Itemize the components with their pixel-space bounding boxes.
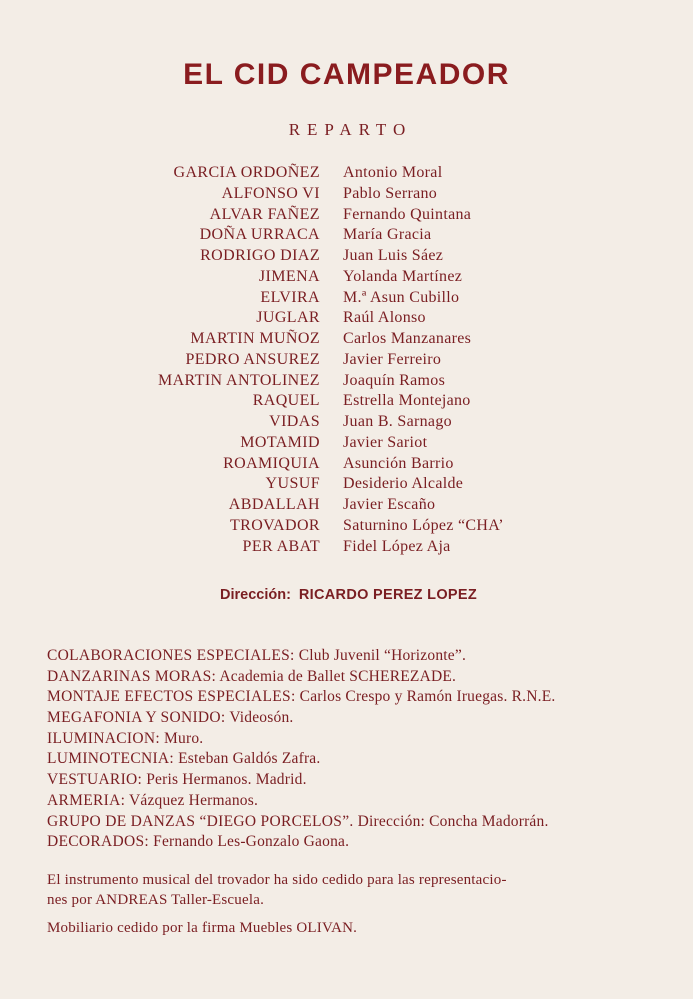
cast-role: ELVIRA <box>260 288 320 306</box>
cast-row <box>0 184 693 205</box>
credit-label: ARMERIA: <box>47 791 126 809</box>
cast-role: ABDALLAH <box>228 496 320 513</box>
cast-actor: M.ª Asun Cubillo <box>343 288 460 306</box>
cast-actor: Javier Ferreiro <box>343 350 442 368</box>
credit-label: DANZARINAS MORAS: <box>47 667 217 685</box>
cast-actor: Javier Escaño <box>343 496 436 513</box>
credit-label: MONTAJE EFECTOS ESPECIALES: <box>47 688 296 706</box>
cast-row <box>0 537 693 558</box>
credit-row <box>47 646 667 667</box>
cast-actor: Javier Sariot <box>343 433 428 451</box>
cast-actor: Fernando Quintana <box>343 205 472 223</box>
cast-row <box>0 474 693 495</box>
credits-list <box>47 646 667 853</box>
cast-actor: Fidel López Aja <box>343 537 451 555</box>
credit-row <box>47 687 667 708</box>
cast-role: PER ABAT <box>242 537 320 555</box>
notes-section <box>47 870 647 938</box>
cast-role: RODRIGO DIAZ <box>200 247 320 264</box>
direccion-line <box>0 587 693 603</box>
cast-role: YUSUF <box>265 475 320 493</box>
page-title: EL CID CAMPEADOR <box>183 58 510 91</box>
cast-actor: Raúl Alonso <box>343 309 426 327</box>
cast-role: JIMENA <box>258 267 320 285</box>
cast-row <box>0 412 693 433</box>
cast-row <box>0 371 693 392</box>
cast-role: JUGLAR <box>256 309 320 327</box>
cast-actor: Saturnino López “CHA’ <box>343 516 504 534</box>
cast-role: MOTAMID <box>240 433 320 451</box>
credit-row <box>47 812 667 833</box>
cast-list <box>0 163 693 557</box>
credit-row <box>47 708 667 729</box>
cast-actor: Yolanda Martínez <box>343 267 463 285</box>
cast-row <box>0 391 693 412</box>
cast-row <box>0 454 693 475</box>
cast-row <box>0 246 693 267</box>
credit-label: DECORADOS: <box>47 833 150 851</box>
cast-row <box>0 495 693 516</box>
cast-actor: Pablo Serrano <box>343 184 438 202</box>
instrument-note-line2: nes por ANDREAS Taller-Escuela. <box>47 892 265 908</box>
director-name: RICARDO PEREZ LOPEZ <box>298 587 478 603</box>
credit-label: ILUMINACION: <box>47 729 160 747</box>
credit-value: Esteban Galdós Zafra. <box>178 750 321 768</box>
credit-label: MEGAFONIA Y SONIDO: <box>47 709 226 727</box>
credit-value: Vázquez Hermanos. <box>128 791 259 809</box>
cast-actor: Joaquín Ramos <box>343 371 446 389</box>
credit-row <box>47 749 667 770</box>
credit-row <box>47 667 667 688</box>
cast-row <box>0 433 693 454</box>
cast-role: ROAMIQUIA <box>223 454 320 472</box>
direccion-label: Dirección: <box>219 587 291 603</box>
cast-actor: Juan Luis Sáez <box>343 247 444 264</box>
cast-actor: Juan B. Sarnago <box>343 413 452 430</box>
cast-role: MARTIN MUÑOZ <box>190 330 320 347</box>
credit-row <box>47 729 667 750</box>
cast-row <box>0 205 693 226</box>
cast-role: PEDRO ANSUREZ <box>185 350 320 368</box>
credit-value: Peris Hermanos. Madrid. <box>146 771 307 789</box>
credit-value: Videosón. <box>229 709 294 727</box>
credit-value: Muro. <box>164 729 204 747</box>
cast-row <box>0 516 693 537</box>
reparto-heading: REPARTO <box>288 120 413 139</box>
cast-actor: Asunción Barrio <box>343 454 454 472</box>
cast-row <box>0 288 693 309</box>
credit-value: Club Juvenil “Horizonte”. <box>298 647 467 664</box>
credit-value: Academia de Ballet SCHEREZADE. <box>219 667 457 685</box>
cast-role: RAQUEL <box>252 392 320 410</box>
cast-role: ALVAR FAÑEZ <box>209 205 320 223</box>
cast-actor: María Gracia <box>343 226 432 244</box>
credit-value: Dirección: Concha Madorrán. <box>357 812 549 830</box>
cast-row <box>0 329 693 350</box>
instrument-note-line1: El instrumento musical del trovador ha sido cedido para las representacio- <box>47 872 507 888</box>
cast-row <box>0 350 693 371</box>
cast-role: ALFONSO VI <box>221 184 320 202</box>
cast-row <box>0 225 693 246</box>
credit-label: VESTUARIO: <box>47 771 143 789</box>
cast-row <box>0 267 693 288</box>
cast-role: MARTIN ANTOLINEZ <box>157 371 320 389</box>
cast-row <box>0 163 693 184</box>
credit-value: Carlos Crespo y Ramón Iruegas. R.N.E. <box>299 688 556 706</box>
cast-role: TROVADOR <box>229 516 320 534</box>
cast-role: DOÑA URRACA <box>199 226 320 244</box>
credit-row <box>47 791 667 812</box>
credit-label: LUMINOTECNIA: <box>47 750 175 768</box>
cast-actor: Antonio Moral <box>343 164 443 181</box>
cast-role: VIDAS <box>269 413 320 430</box>
mobiliario-note: Mobiliario cedido por la firma Muebles OLIVAN. <box>47 920 358 936</box>
credit-row <box>47 770 667 791</box>
credit-row <box>47 832 667 853</box>
cast-actor: Carlos Manzanares <box>343 330 472 347</box>
cast-row <box>0 308 693 329</box>
cast-actor: Estrella Montejano <box>343 392 471 410</box>
cast-role: GARCIA ORDOÑEZ <box>173 164 320 181</box>
cast-actor: Desiderio Alcalde <box>343 475 464 493</box>
credit-label: COLABORACIONES ESPECIALES: <box>47 647 295 664</box>
credit-value: Fernando Les-Gonzalo Gaona. <box>153 833 350 851</box>
credit-label: GRUPO DE DANZAS “DIEGO PORCELOS”. <box>47 812 354 830</box>
